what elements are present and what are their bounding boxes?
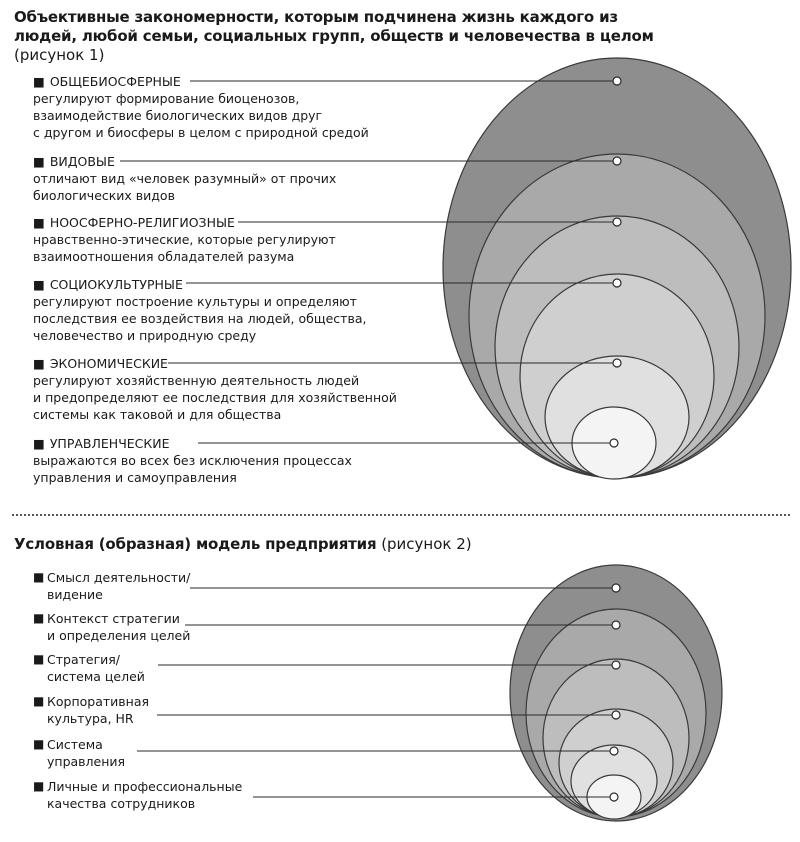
- figure2-node-4: [612, 711, 620, 719]
- figure1-ellipses: [443, 58, 791, 479]
- figure1-node-3: [613, 218, 621, 226]
- dotted-separator: [12, 514, 790, 516]
- figure1-node-1: [613, 77, 621, 85]
- figure1-level-2: [33, 153, 336, 204]
- figure2-title-bold: Условная (образная) модель предприятия: [14, 535, 377, 553]
- figure1-node-5: [613, 359, 621, 367]
- figure1-title-bold: Объективные закономерности, которым подчинена жизнь каждого из людей, любой семьи, социальных групп, обществ и человечества в целом: [14, 8, 654, 45]
- figure1-node-2: [613, 157, 621, 165]
- figure1-level-name: ■ ОБЩЕБИОСФЕРНЫЕ: [33, 73, 181, 90]
- figure2-node-1: [612, 584, 620, 592]
- figure1-node-4: [613, 279, 621, 287]
- figure1-level-name: ■ СОЦИОКУЛЬТУРНЫЕ: [33, 276, 183, 293]
- figure1-level-3: [33, 214, 336, 265]
- figure1-level-description: регулируют формирование биоценозов, взаимодействие биологических видов друг с другом и биосферы в целом с природной средой: [33, 91, 369, 140]
- figure2-node-2: [612, 621, 620, 629]
- figure2-level-4: Корпоративная культура, HR: [47, 694, 149, 726]
- figure1-level-description: регулируют построение культуры и определяют последствия ее воздействия на людей, общества, человечество и природную среду: [33, 294, 367, 343]
- figure1-level-description: регулируют хозяйственную деятельность людей и предопределяют ее последствия для хозяйственной системы как таковой и для общества: [33, 373, 397, 422]
- figure2-level-2: Контекст стратегии и определения целей: [47, 611, 191, 643]
- bullet-icon: ■: [33, 611, 45, 625]
- bullet-icon: ■: [33, 779, 45, 793]
- figure1-level-name: ■ ВИДОВЫЕ: [33, 153, 115, 170]
- bullet-icon: ■: [33, 694, 45, 708]
- figure2-title-suffix: (рисунок 2): [381, 535, 472, 553]
- bullet-icon: ■: [33, 570, 45, 584]
- figure1-node-6: [610, 439, 618, 447]
- figure2-node-5: [610, 747, 618, 755]
- figure2-node-6: [610, 793, 618, 801]
- figure1-level-1: [33, 73, 369, 141]
- bullet-icon: ■: [33, 652, 45, 666]
- figure1-level-name: ■ НООСФЕРНО-РЕЛИГИОЗНЫЕ: [33, 214, 235, 231]
- figure2-level-3: Стратегия/ система целей: [47, 652, 145, 684]
- figure2-level-6: Личные и профессиональные качества сотрудников: [47, 779, 243, 811]
- figure1-level-description: нравственно-этические, которые регулируют взаимоотношения обладателей разума: [33, 232, 336, 264]
- figure1-level-4: [33, 276, 366, 344]
- figure2-level-5: Система управления: [47, 737, 126, 769]
- figure2-title: [14, 535, 472, 554]
- figure2-ellipses: [510, 565, 722, 821]
- figure1-level-5: [33, 355, 397, 423]
- bullet-icon: ■: [33, 737, 45, 751]
- figure1-level-name: ■ УПРАВЛЕНЧЕСКИЕ: [33, 435, 170, 452]
- figure1-title-suffix: (рисунок 1): [14, 46, 105, 64]
- figure1-level-description: выражаются во всех без исключения процессах управления и самоуправления: [33, 453, 352, 485]
- figure2-level-1: Смысл деятельности/ видение: [47, 570, 191, 602]
- figure2-node-3: [612, 661, 620, 669]
- figure1-level-name: ■ ЭКОНОМИЧЕСКИЕ: [33, 355, 168, 372]
- figure1-level-6: [33, 435, 352, 486]
- figure1-level-description: отличают вид «человек разумный» от прочих биологических видов: [33, 171, 337, 203]
